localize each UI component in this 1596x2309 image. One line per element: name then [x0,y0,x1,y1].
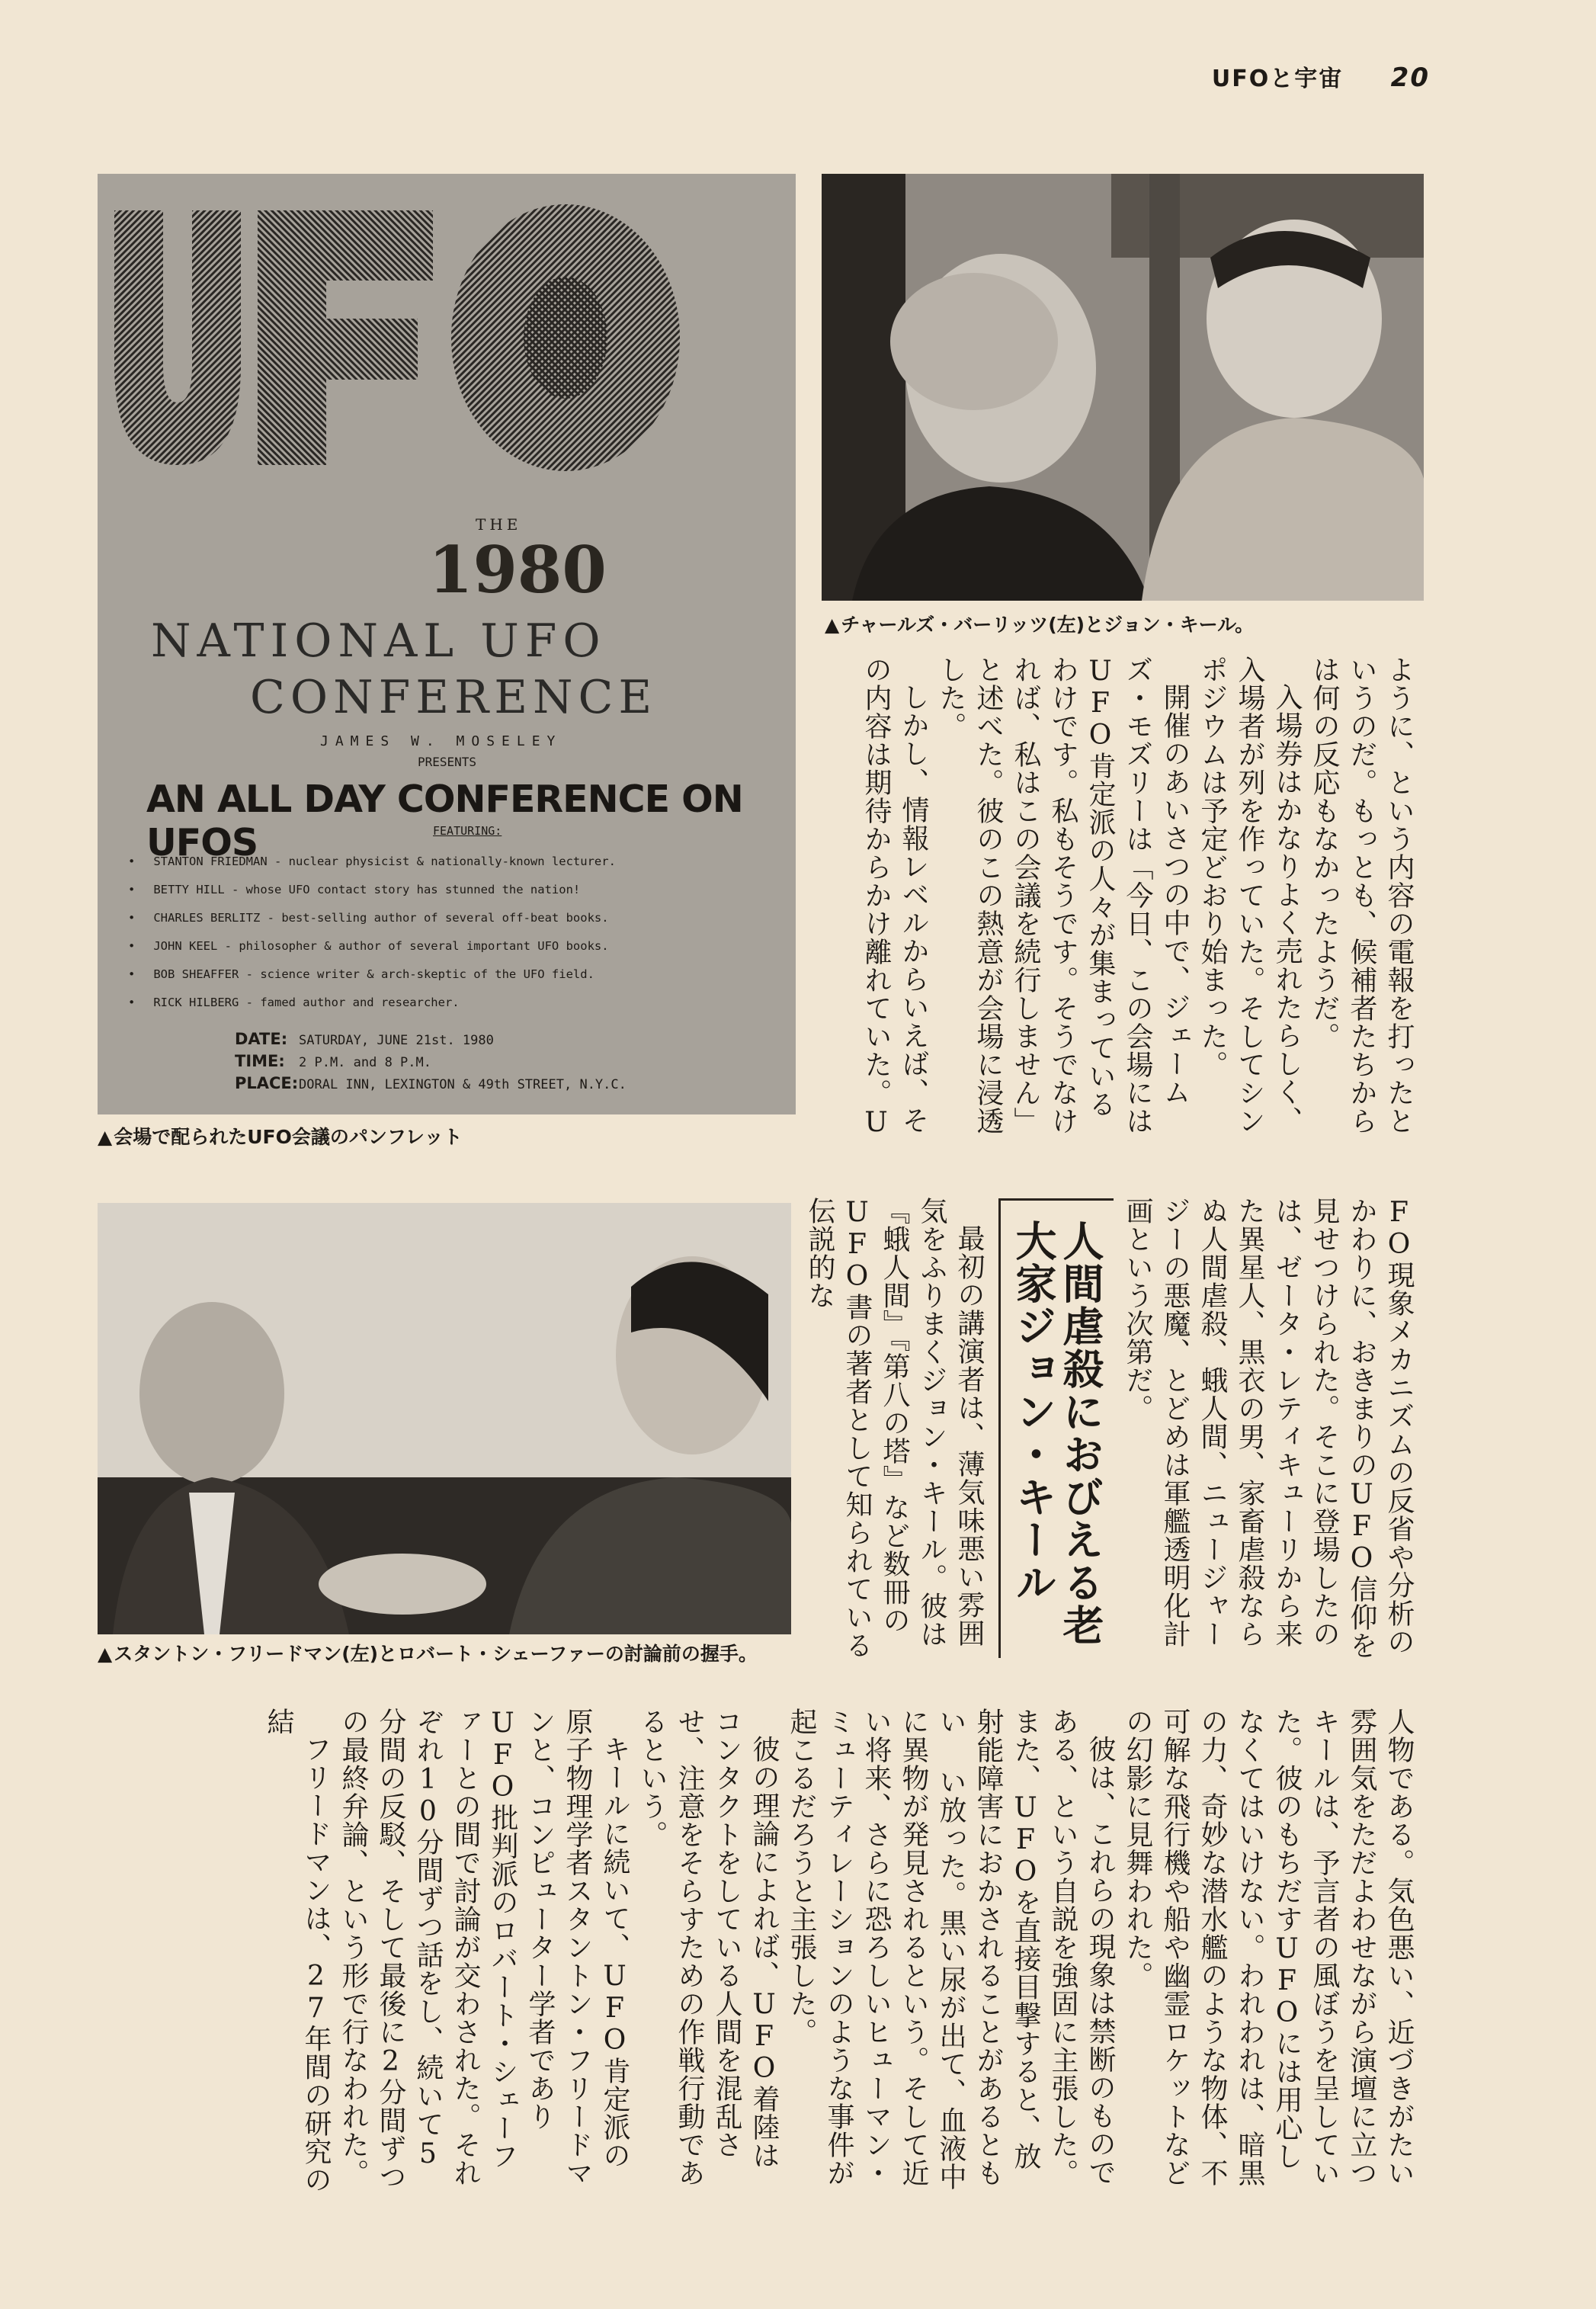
handshake-photo-illustration [98,1203,791,1634]
paragraph: キールに続いて、UFO肯定派の原子物理学者スタントン・フリードマンと、コンピューター学者でありUFO批判派のロバート・シェーファーとの間で討論が交わされた。それぞれ10分間ずつ話をし、続いて5分間の反駁、そして最後に2分間ずつの最終弁論、という形で行なわれた。 [338,1708,630,2191]
pamphlet-time: TIME: 2 P.M. and 8 P.M. [235,1052,431,1070]
top-photo-caption: ▲ チャールズ・バーリッツ(左)とジョン・キール。 [825,610,1254,637]
pamphlet-conference-line: CONFERENCE [250,671,658,724]
paragraph: 彼は、これらの現象は禁断のものである、という自説を強固に主張した。また、UFOを直接目撃すると、放射能障害におかされることがあるともい い放った。黒い尿が出て、血液中に異物が発見されるという。そして近い将来、さらに恐ろしいヒューマン・ミューティレーションのような事件が起こるだろうと主張した。 [786,1708,1116,2191]
article-lower-column [114,1708,1418,2195]
speaker-item: • RICK HILBERG - famed author and researcher. [128,996,616,1024]
pamphlet-national-line: NATIONAL UFO [151,614,607,668]
paragraph: 開催のあいさつの中で、ジェームズ・モズリーは「今日、この会場にはUFO肯定派の人々が集まっているわけです。私もそうです。そうでなければ、私はこの会議を続行しません」と述べた。彼のこの熱意が会場に浸透した。 [935,656,1191,1135]
speaker-item: • BETTY HILL - whose UFO contact story has stunned the nation! [128,883,616,911]
speaker-item: • STANTON FRIEDMAN - nuclear physicist & nationally-known lecturer. [128,855,616,883]
pamphlet-date: DATE: SATURDAY, JUNE 21st. 1980 [235,1030,494,1048]
speaker-item: • BOB SHEAFFER - science writer & arch-skeptic of the UFO field. [128,967,616,996]
running-header [1212,59,1430,93]
paragraph: FO現象メカニズムの反省や分析のかわりに、おきまりのUFO信仰を見せつけられた。そこに登場したのは、ゼータ・レティキューリから来た異星人、黒衣の男、家畜虐殺ならぬ人間虐殺、蛾人間、ニュージャージーの悪魔、とどめは軍艦透明化計画という次第だ。 [1122,1197,1415,1660]
pamphlet-year: 1980 [428,532,607,608]
pamphlet-the: THE [476,515,522,534]
ufo-conference-pamphlet-image [98,174,796,1114]
bottom-photo-caption: ▲ スタントン・フリードマン(左)とロバート・シェーファーの討論前の握手。 [98,1639,758,1666]
paragraph: フリードマンは、27年間の研究の結 [263,1708,332,2194]
pamphlet-headline: AN ALL DAY CONFERENCE ON UFOS [146,778,743,864]
pamphlet-place: PLACE:DORAL INN, LEXINGTON & 49th STREET, N.Y.C. [235,1074,627,1092]
section-heading: 人間虐殺におびえる老大家ジョン・キール [1009,1220,1104,1647]
paragraph: 人物である。気色悪い、近づきがたい雰囲気をただよわせながら演壇に立つキールは、予言者の風ぼうを呈していた。彼のもちだすUFOには用心しなくてはいけない。われわれは、暗黒の力、奇妙な潜水艦のような物体、不可解な飛行機や船や幽霊ロケットなどの幻影に見舞われた。 [1122,1708,1415,2187]
paragraph: しかし、情報レベルからいえば、その内容は期待からかけ離れていた。U [860,656,929,1139]
pamphlet-speaker-list [128,855,616,1024]
paragraph: 彼の理論によれば、UFO着陸はコンタクトをしている人間を混乱させ、注意をそらすための作戦行動であるという。 [636,1708,780,2187]
berlitz-keel-photo [822,174,1424,601]
pamphlet-featuring: FEATURING: [433,824,502,838]
article-middle-right-column [1119,1197,1418,1669]
article-middle-left-column [804,1197,988,1669]
friedman-sheaffer-photo [98,1203,791,1634]
article-upper-column [808,656,1418,1143]
paragraph: 最初の講演者は、薄気味悪い雰囲気をふりまくジョン・キール。彼は『蛾人間』『第八の塔』など数冊のUFO書の著者として知られている伝説的な [804,1197,985,1660]
pamphlet-presents: PRESENTS [418,755,477,769]
pamphlet-caption: ▲ 会場で配られたUFO会議のパンフレット [98,1122,463,1150]
two-men-photo-illustration [822,174,1424,601]
paragraph: ように、という内容の電報を打ったというのだ。もっとも、候補者たちからは何の反応もなかったようだ。 [1309,656,1415,1135]
paragraph: 入場券はかなりよく売れたらしく、入場者が列を作っていた。そしてシンポジウムは予定どおり始まった。 [1197,656,1303,1135]
ufo-op-art-logo [98,174,796,479]
speaker-item: • JOHN KEEL - philosopher & author of several important UFO books. [128,939,616,967]
page-number: 20 [1390,63,1430,93]
pamphlet-organizer: JAMES W. MOSELEY [320,733,562,749]
speaker-item: • CHARLES BERLITZ - best-selling author of several off-beat books. [128,911,616,939]
magazine-title: UFOと宇宙 [1211,66,1344,92]
